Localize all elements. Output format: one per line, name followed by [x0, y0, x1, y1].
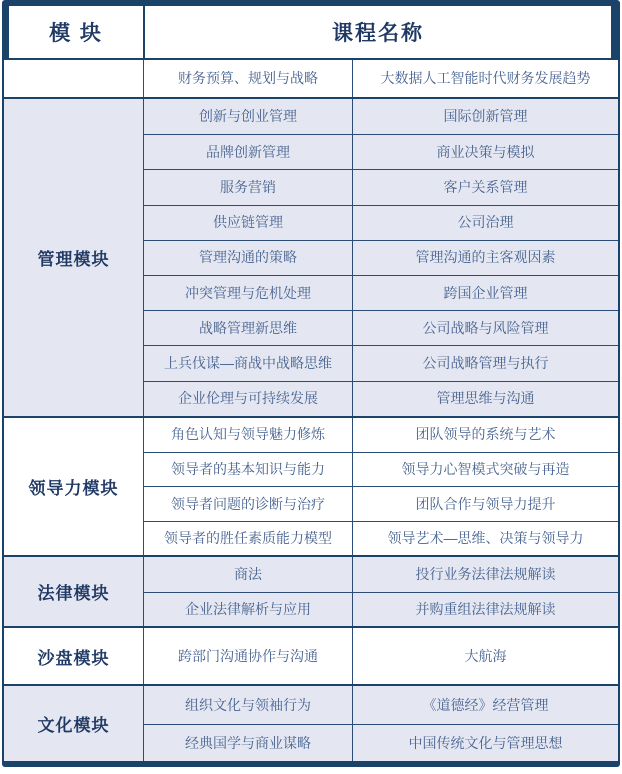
- course-cell: 服务营销: [143, 169, 352, 204]
- course-cell: 跨国企业管理: [352, 275, 618, 310]
- course-cell: 财务预算、规划与战略: [143, 60, 352, 97]
- course-cell: 大航海: [352, 628, 618, 685]
- course-cell: 管理沟通的策略: [143, 240, 352, 275]
- course-cell: 冲突管理与危机处理: [143, 275, 352, 310]
- module-label: 领导力模块: [28, 478, 119, 498]
- course-cell: 团队领导的系统与艺术: [352, 418, 618, 452]
- course-cell: 领导力心智模式突破与再造: [352, 452, 618, 486]
- course-cell: 经典国学与商业谋略: [143, 724, 352, 762]
- course-cell: 上兵伐谋—商战中战略思维: [143, 345, 352, 380]
- header-course-cell: 课程名称: [332, 22, 424, 45]
- course-cell: 商法: [143, 557, 352, 591]
- course-cell: 领导者的胜任素质能力模型: [143, 521, 352, 555]
- course-cell: 公司治理: [352, 205, 618, 240]
- course-cell: 管理思维与沟通: [352, 381, 618, 416]
- course-cell: 商业决策与模拟: [352, 134, 618, 169]
- course-cell: 并购重组法律法规解读: [352, 592, 618, 626]
- module-block: [4, 416, 618, 556]
- course-cell: 跨部门沟通协作与沟通: [143, 628, 352, 685]
- course-cell: 大数据人工智能时代财务发展趋势: [352, 60, 618, 97]
- course-cell: 公司战略管理与执行: [352, 345, 618, 380]
- module-label: 文化模块: [37, 716, 110, 736]
- course-cell: 角色认知与领导魅力修炼: [143, 418, 352, 452]
- module-block: [4, 555, 618, 626]
- module-block: [4, 97, 618, 416]
- course-cell: 品牌创新管理: [143, 134, 352, 169]
- course-cell: 管理沟通的主客观因素: [352, 240, 618, 275]
- table-body: [2, 60, 620, 767]
- course-cell: 国际创新管理: [352, 99, 618, 134]
- course-table: [2, 0, 620, 767]
- course-cell: 战略管理新思维: [143, 310, 352, 345]
- course-cell: 《道德经》经营管理: [352, 686, 618, 724]
- course-cell: 领导者问题的诊断与治疗: [143, 486, 352, 520]
- module-block: [4, 626, 618, 685]
- course-cell: 供应链管理: [143, 205, 352, 240]
- course-cell: 企业伦理与可持续发展: [143, 381, 352, 416]
- module-block: [4, 60, 618, 97]
- course-cell: 领导者的基本知识与能力: [143, 452, 352, 486]
- course-cell: 组织文化与领袖行为: [143, 686, 352, 724]
- course-cell: 创新与创业管理: [143, 99, 352, 134]
- course-cell: 客户关系管理: [352, 169, 618, 204]
- module-label: 法律模块: [37, 584, 110, 604]
- course-cell: 领导艺术—思维、决策与领导力: [352, 521, 618, 555]
- module-label: [4, 60, 143, 97]
- course-cell: 团队合作与领导力提升: [352, 486, 618, 520]
- course-cell: 投行业务法律法规解读: [352, 557, 618, 591]
- table-header: [2, 0, 620, 60]
- course-cell: 公司战略与风险管理: [352, 310, 618, 345]
- module-label: 管理模块: [37, 249, 110, 269]
- module-block: [4, 684, 618, 761]
- course-cell: 企业法律解析与应用: [143, 592, 352, 626]
- module-label: 沙盘模块: [37, 648, 110, 668]
- header-module-cell: 模 块: [49, 22, 103, 45]
- course-cell: 中国传统文化与管理思想: [352, 724, 618, 762]
